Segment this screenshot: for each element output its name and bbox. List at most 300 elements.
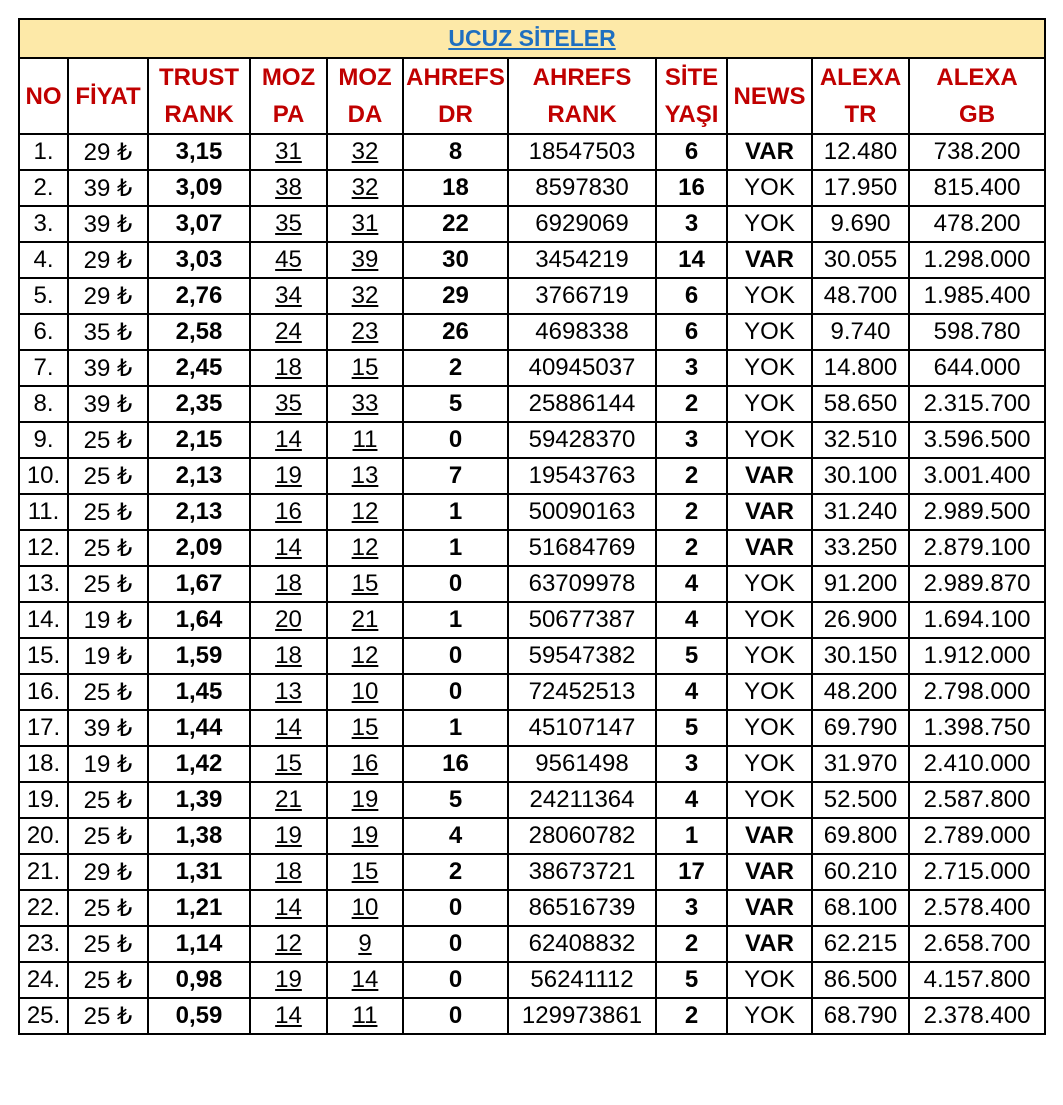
cell-alexa-gb: 2.410.000 <box>909 746 1045 782</box>
cell-moz-pa: 18 <box>250 638 327 674</box>
header-line-2: DR <box>438 101 473 128</box>
cell-ahrefs-dr: 30 <box>403 242 508 278</box>
cell-site-age: 4 <box>656 566 727 602</box>
cell-price: 35 ₺ <box>68 314 148 350</box>
cell-price: 25 ₺ <box>68 494 148 530</box>
cell-site-age: 4 <box>656 674 727 710</box>
cell-no: 5. <box>19 278 68 314</box>
cell-moz-da: 10 <box>327 890 403 926</box>
header-line-1: NO <box>25 82 62 110</box>
cell-no: 20. <box>19 818 68 854</box>
table-body <box>19 134 1045 1034</box>
cell-news: YOK <box>727 998 812 1034</box>
cell-no: 9. <box>19 422 68 458</box>
cell-trust-rank: 2,58 <box>148 314 250 350</box>
cell-trust-rank: 3,15 <box>148 134 250 170</box>
cell-price: 25 ₺ <box>68 422 148 458</box>
header-line-2: RANK <box>164 101 234 128</box>
cell-ahrefs-dr: 1 <box>403 530 508 566</box>
cell-ahrefs-rank: 25886144 <box>508 386 656 422</box>
cell-moz-pa: 19 <box>250 962 327 998</box>
cell-moz-da: 21 <box>327 602 403 638</box>
table-row <box>19 206 1045 242</box>
cell-price: 39 ₺ <box>68 710 148 746</box>
cell-ahrefs-dr: 16 <box>403 746 508 782</box>
header-news <box>727 58 812 134</box>
header-line-1: MOZ <box>261 64 316 91</box>
cell-ahrefs-dr: 5 <box>403 782 508 818</box>
cell-moz-da: 9 <box>327 926 403 962</box>
cell-price: 19 ₺ <box>68 746 148 782</box>
table-row <box>19 854 1045 890</box>
header-alexa-tr <box>812 58 909 134</box>
cell-moz-pa: 20 <box>250 602 327 638</box>
cell-alexa-gb: 2.789.000 <box>909 818 1045 854</box>
cell-ahrefs-dr: 5 <box>403 386 508 422</box>
cell-news: YOK <box>727 962 812 998</box>
cell-moz-da: 32 <box>327 278 403 314</box>
cell-alexa-tr: 9.690 <box>812 206 909 242</box>
title-row <box>19 19 1045 58</box>
table-row <box>19 566 1045 602</box>
table-row <box>19 998 1045 1034</box>
cell-news: YOK <box>727 602 812 638</box>
header-line-1: AHREFS <box>406 64 505 91</box>
cell-alexa-gb: 2.715.000 <box>909 854 1045 890</box>
table-row <box>19 926 1045 962</box>
cell-news: VAR <box>727 134 812 170</box>
cell-price: 29 ₺ <box>68 278 148 314</box>
table-row <box>19 278 1045 314</box>
cell-site-age: 6 <box>656 314 727 350</box>
header-line-1: TRUST <box>159 64 239 91</box>
cell-ahrefs-rank: 18547503 <box>508 134 656 170</box>
cell-trust-rank: 0,59 <box>148 998 250 1034</box>
cell-alexa-gb: 1.298.000 <box>909 242 1045 278</box>
cell-ahrefs-dr: 1 <box>403 494 508 530</box>
cell-news: YOK <box>727 314 812 350</box>
cell-alexa-tr: 33.250 <box>812 530 909 566</box>
cell-news: YOK <box>727 674 812 710</box>
cell-ahrefs-dr: 2 <box>403 854 508 890</box>
cell-price: 25 ₺ <box>68 818 148 854</box>
cell-moz-da: 32 <box>327 170 403 206</box>
cell-price: 25 ₺ <box>68 890 148 926</box>
cell-no: 12. <box>19 530 68 566</box>
cell-moz-pa: 14 <box>250 890 327 926</box>
cell-news: YOK <box>727 278 812 314</box>
header-line-2: GB <box>959 101 996 128</box>
cell-alexa-gb: 598.780 <box>909 314 1045 350</box>
cell-ahrefs-dr: 0 <box>403 998 508 1034</box>
cell-moz-da: 16 <box>327 746 403 782</box>
cell-moz-pa: 18 <box>250 854 327 890</box>
cell-no: 22. <box>19 890 68 926</box>
cell-alexa-gb: 1.985.400 <box>909 278 1045 314</box>
cell-news: VAR <box>727 530 812 566</box>
cell-alexa-gb: 2.989.500 <box>909 494 1045 530</box>
cell-price: 25 ₺ <box>68 926 148 962</box>
table-row <box>19 422 1045 458</box>
cell-moz-da: 15 <box>327 350 403 386</box>
table-row <box>19 962 1045 998</box>
cell-site-age: 6 <box>656 278 727 314</box>
cell-trust-rank: 3,09 <box>148 170 250 206</box>
cell-moz-pa: 12 <box>250 926 327 962</box>
cell-news: YOK <box>727 170 812 206</box>
cell-no: 21. <box>19 854 68 890</box>
table-row <box>19 350 1045 386</box>
cell-alexa-gb: 1.398.750 <box>909 710 1045 746</box>
cell-moz-da: 13 <box>327 458 403 494</box>
cell-alexa-tr: 48.200 <box>812 674 909 710</box>
cell-moz-da: 10 <box>327 674 403 710</box>
cell-price: 25 ₺ <box>68 998 148 1034</box>
table-row <box>19 602 1045 638</box>
header-line-1: SİTE <box>664 64 719 91</box>
cell-alexa-tr: 17.950 <box>812 170 909 206</box>
cell-moz-da: 19 <box>327 818 403 854</box>
cell-site-age: 2 <box>656 458 727 494</box>
cell-moz-pa: 19 <box>250 818 327 854</box>
cell-moz-pa: 45 <box>250 242 327 278</box>
header-line-2: PA <box>272 101 305 128</box>
cell-ahrefs-dr: 0 <box>403 422 508 458</box>
cell-price: 25 ₺ <box>68 458 148 494</box>
header-alexa-gb <box>909 58 1045 134</box>
cell-alexa-tr: 60.210 <box>812 854 909 890</box>
cell-ahrefs-dr: 29 <box>403 278 508 314</box>
cell-site-age: 2 <box>656 386 727 422</box>
cell-moz-da: 11 <box>327 422 403 458</box>
header-price <box>68 58 148 134</box>
cell-news: VAR <box>727 854 812 890</box>
cell-moz-pa: 18 <box>250 350 327 386</box>
cell-alexa-tr: 14.800 <box>812 350 909 386</box>
header-moz-da <box>327 58 403 134</box>
header-ahrefs-dr <box>403 58 508 134</box>
cell-no: 8. <box>19 386 68 422</box>
cell-price: 25 ₺ <box>68 782 148 818</box>
cell-moz-da: 23 <box>327 314 403 350</box>
cell-ahrefs-rank: 3454219 <box>508 242 656 278</box>
cell-alexa-tr: 48.700 <box>812 278 909 314</box>
cell-alexa-tr: 91.200 <box>812 566 909 602</box>
cell-site-age: 3 <box>656 206 727 242</box>
cell-moz-pa: 15 <box>250 746 327 782</box>
cell-site-age: 17 <box>656 854 727 890</box>
cell-ahrefs-rank: 3766719 <box>508 278 656 314</box>
cell-site-age: 5 <box>656 710 727 746</box>
cell-site-age: 2 <box>656 926 727 962</box>
cell-site-age: 2 <box>656 530 727 566</box>
cell-news: YOK <box>727 566 812 602</box>
cell-moz-pa: 18 <box>250 566 327 602</box>
cell-news: YOK <box>727 782 812 818</box>
cell-moz-da: 11 <box>327 998 403 1034</box>
cell-ahrefs-rank: 45107147 <box>508 710 656 746</box>
cell-ahrefs-dr: 0 <box>403 890 508 926</box>
cell-no: 23. <box>19 926 68 962</box>
cell-no: 10. <box>19 458 68 494</box>
cell-moz-pa: 14 <box>250 422 327 458</box>
cell-trust-rank: 1,38 <box>148 818 250 854</box>
cell-ahrefs-dr: 1 <box>403 710 508 746</box>
cell-ahrefs-rank: 51684769 <box>508 530 656 566</box>
cell-price: 29 ₺ <box>68 242 148 278</box>
cell-moz-pa: 13 <box>250 674 327 710</box>
cell-site-age: 6 <box>656 134 727 170</box>
cell-no: 4. <box>19 242 68 278</box>
cell-ahrefs-dr: 4 <box>403 818 508 854</box>
cell-ahrefs-rank: 59547382 <box>508 638 656 674</box>
cell-ahrefs-rank: 86516739 <box>508 890 656 926</box>
cell-moz-pa: 21 <box>250 782 327 818</box>
sites-table <box>18 18 1046 1035</box>
table-row <box>19 458 1045 494</box>
table-title: UCUZ SİTELER <box>19 19 1045 58</box>
header-line-1: MOZ <box>338 64 392 91</box>
cell-trust-rank: 1,59 <box>148 638 250 674</box>
cell-trust-rank: 1,44 <box>148 710 250 746</box>
cell-ahrefs-dr: 7 <box>403 458 508 494</box>
cell-ahrefs-rank: 59428370 <box>508 422 656 458</box>
cell-site-age: 14 <box>656 242 727 278</box>
table-row <box>19 782 1045 818</box>
cell-ahrefs-rank: 9561498 <box>508 746 656 782</box>
cell-moz-pa: 38 <box>250 170 327 206</box>
cell-no: 2. <box>19 170 68 206</box>
cell-price: 19 ₺ <box>68 638 148 674</box>
cell-alexa-gb: 2.798.000 <box>909 674 1045 710</box>
header-ahrefs-rank <box>508 58 656 134</box>
cell-price: 39 ₺ <box>68 170 148 206</box>
cell-moz-da: 33 <box>327 386 403 422</box>
cell-no: 16. <box>19 674 68 710</box>
cell-alexa-gb: 4.157.800 <box>909 962 1045 998</box>
cell-moz-da: 12 <box>327 530 403 566</box>
cell-news: YOK <box>727 206 812 242</box>
cell-moz-pa: 14 <box>250 710 327 746</box>
cell-trust-rank: 2,13 <box>148 458 250 494</box>
cell-alexa-tr: 32.510 <box>812 422 909 458</box>
cell-ahrefs-rank: 62408832 <box>508 926 656 962</box>
cell-news: VAR <box>727 818 812 854</box>
table-row <box>19 242 1045 278</box>
cell-alexa-tr: 52.500 <box>812 782 909 818</box>
cell-price: 25 ₺ <box>68 530 148 566</box>
cell-trust-rank: 1,31 <box>148 854 250 890</box>
cell-alexa-gb: 2.989.870 <box>909 566 1045 602</box>
cell-moz-da: 15 <box>327 710 403 746</box>
cell-price: 25 ₺ <box>68 566 148 602</box>
header-moz-pa <box>250 58 327 134</box>
cell-site-age: 3 <box>656 350 727 386</box>
cell-ahrefs-rank: 8597830 <box>508 170 656 206</box>
cell-no: 15. <box>19 638 68 674</box>
cell-ahrefs-dr: 0 <box>403 926 508 962</box>
cell-price: 25 ₺ <box>68 962 148 998</box>
table-row <box>19 674 1045 710</box>
header-line-2: TR <box>844 101 877 128</box>
cell-alexa-tr: 31.970 <box>812 746 909 782</box>
cell-ahrefs-rank: 50677387 <box>508 602 656 638</box>
table-row <box>19 890 1045 926</box>
cell-site-age: 2 <box>656 998 727 1034</box>
cell-ahrefs-rank: 4698338 <box>508 314 656 350</box>
cell-trust-rank: 1,45 <box>148 674 250 710</box>
cell-ahrefs-rank: 63709978 <box>508 566 656 602</box>
cell-ahrefs-rank: 28060782 <box>508 818 656 854</box>
cell-site-age: 5 <box>656 962 727 998</box>
cell-moz-da: 19 <box>327 782 403 818</box>
header-trust-rank <box>148 58 250 134</box>
cell-alexa-gb: 2.378.400 <box>909 998 1045 1034</box>
cell-alexa-gb: 3.001.400 <box>909 458 1045 494</box>
cell-trust-rank: 1,67 <box>148 566 250 602</box>
cell-alexa-gb: 738.200 <box>909 134 1045 170</box>
cell-ahrefs-rank: 129973861 <box>508 998 656 1034</box>
cell-ahrefs-dr: 2 <box>403 350 508 386</box>
table-row <box>19 710 1045 746</box>
cell-trust-rank: 2,09 <box>148 530 250 566</box>
cell-moz-da: 12 <box>327 638 403 674</box>
cell-site-age: 3 <box>656 746 727 782</box>
cell-news: VAR <box>727 458 812 494</box>
cell-moz-pa: 14 <box>250 998 327 1034</box>
cell-alexa-gb: 478.200 <box>909 206 1045 242</box>
cell-trust-rank: 3,03 <box>148 242 250 278</box>
cell-alexa-gb: 2.578.400 <box>909 890 1045 926</box>
cell-trust-rank: 1,42 <box>148 746 250 782</box>
cell-ahrefs-rank: 50090163 <box>508 494 656 530</box>
cell-ahrefs-dr: 18 <box>403 170 508 206</box>
cell-ahrefs-dr: 8 <box>403 134 508 170</box>
cell-news: VAR <box>727 926 812 962</box>
cell-moz-da: 15 <box>327 566 403 602</box>
cell-no: 17. <box>19 710 68 746</box>
cell-site-age: 5 <box>656 638 727 674</box>
cell-moz-da: 32 <box>327 134 403 170</box>
cell-no: 14. <box>19 602 68 638</box>
table-row <box>19 638 1045 674</box>
cell-moz-pa: 31 <box>250 134 327 170</box>
cell-moz-pa: 35 <box>250 386 327 422</box>
cell-trust-rank: 2,45 <box>148 350 250 386</box>
table-row <box>19 746 1045 782</box>
cell-trust-rank: 2,76 <box>148 278 250 314</box>
cell-moz-da: 15 <box>327 854 403 890</box>
table-row <box>19 530 1045 566</box>
cell-alexa-gb: 2.879.100 <box>909 530 1045 566</box>
cell-news: VAR <box>727 890 812 926</box>
cell-no: 25. <box>19 998 68 1034</box>
cell-no: 7. <box>19 350 68 386</box>
cell-trust-rank: 2,35 <box>148 386 250 422</box>
header-no <box>19 58 68 134</box>
cell-moz-pa: 16 <box>250 494 327 530</box>
header-line-1: ALEXA <box>819 64 902 91</box>
cell-alexa-tr: 86.500 <box>812 962 909 998</box>
header-line-1: ALEXA <box>936 64 1018 91</box>
cell-alexa-gb: 1.694.100 <box>909 602 1045 638</box>
cell-no: 11. <box>19 494 68 530</box>
cell-moz-da: 14 <box>327 962 403 998</box>
table-row <box>19 386 1045 422</box>
table-row <box>19 314 1045 350</box>
cell-no: 6. <box>19 314 68 350</box>
cell-alexa-gb: 644.000 <box>909 350 1045 386</box>
cell-site-age: 4 <box>656 602 727 638</box>
cell-ahrefs-rank: 72452513 <box>508 674 656 710</box>
cell-alexa-tr: 30.150 <box>812 638 909 674</box>
table-row <box>19 134 1045 170</box>
cell-no: 18. <box>19 746 68 782</box>
cell-moz-pa: 19 <box>250 458 327 494</box>
cell-news: VAR <box>727 494 812 530</box>
cell-ahrefs-dr: 26 <box>403 314 508 350</box>
cell-trust-rank: 0,98 <box>148 962 250 998</box>
cell-no: 19. <box>19 782 68 818</box>
cell-moz-pa: 34 <box>250 278 327 314</box>
cell-alexa-gb: 1.912.000 <box>909 638 1045 674</box>
cell-alexa-tr: 68.790 <box>812 998 909 1034</box>
cell-alexa-gb: 2.315.700 <box>909 386 1045 422</box>
cell-moz-da: 12 <box>327 494 403 530</box>
cell-no: 13. <box>19 566 68 602</box>
cell-ahrefs-rank: 24211364 <box>508 782 656 818</box>
cell-news: VAR <box>727 242 812 278</box>
header-row <box>19 58 1045 134</box>
cell-trust-rank: 2,15 <box>148 422 250 458</box>
cell-alexa-tr: 68.100 <box>812 890 909 926</box>
header-line-1: FİYAT <box>75 82 141 110</box>
cell-news: YOK <box>727 746 812 782</box>
cell-site-age: 4 <box>656 782 727 818</box>
cell-no: 24. <box>19 962 68 998</box>
cell-ahrefs-rank: 56241112 <box>508 962 656 998</box>
cell-alexa-tr: 26.900 <box>812 602 909 638</box>
cell-ahrefs-dr: 0 <box>403 674 508 710</box>
cell-alexa-gb: 3.596.500 <box>909 422 1045 458</box>
cell-alexa-tr: 69.790 <box>812 710 909 746</box>
cell-moz-pa: 24 <box>250 314 327 350</box>
cell-price: 29 ₺ <box>68 134 148 170</box>
table-row <box>19 818 1045 854</box>
cell-alexa-gb: 2.587.800 <box>909 782 1045 818</box>
cell-news: YOK <box>727 638 812 674</box>
cell-ahrefs-dr: 1 <box>403 602 508 638</box>
cell-trust-rank: 2,13 <box>148 494 250 530</box>
cell-alexa-gb: 815.400 <box>909 170 1045 206</box>
cell-price: 19 ₺ <box>68 602 148 638</box>
cell-moz-da: 31 <box>327 206 403 242</box>
cell-price: 25 ₺ <box>68 674 148 710</box>
cell-price: 39 ₺ <box>68 206 148 242</box>
table-row <box>19 494 1045 530</box>
cell-ahrefs-rank: 38673721 <box>508 854 656 890</box>
cell-alexa-tr: 31.240 <box>812 494 909 530</box>
cell-ahrefs-rank: 40945037 <box>508 350 656 386</box>
cell-alexa-tr: 69.800 <box>812 818 909 854</box>
header-site-age <box>656 58 727 134</box>
cell-alexa-tr: 58.650 <box>812 386 909 422</box>
cell-price: 39 ₺ <box>68 386 148 422</box>
cell-ahrefs-dr: 22 <box>403 206 508 242</box>
cell-alexa-tr: 30.100 <box>812 458 909 494</box>
cell-news: YOK <box>727 350 812 386</box>
cell-trust-rank: 1,64 <box>148 602 250 638</box>
